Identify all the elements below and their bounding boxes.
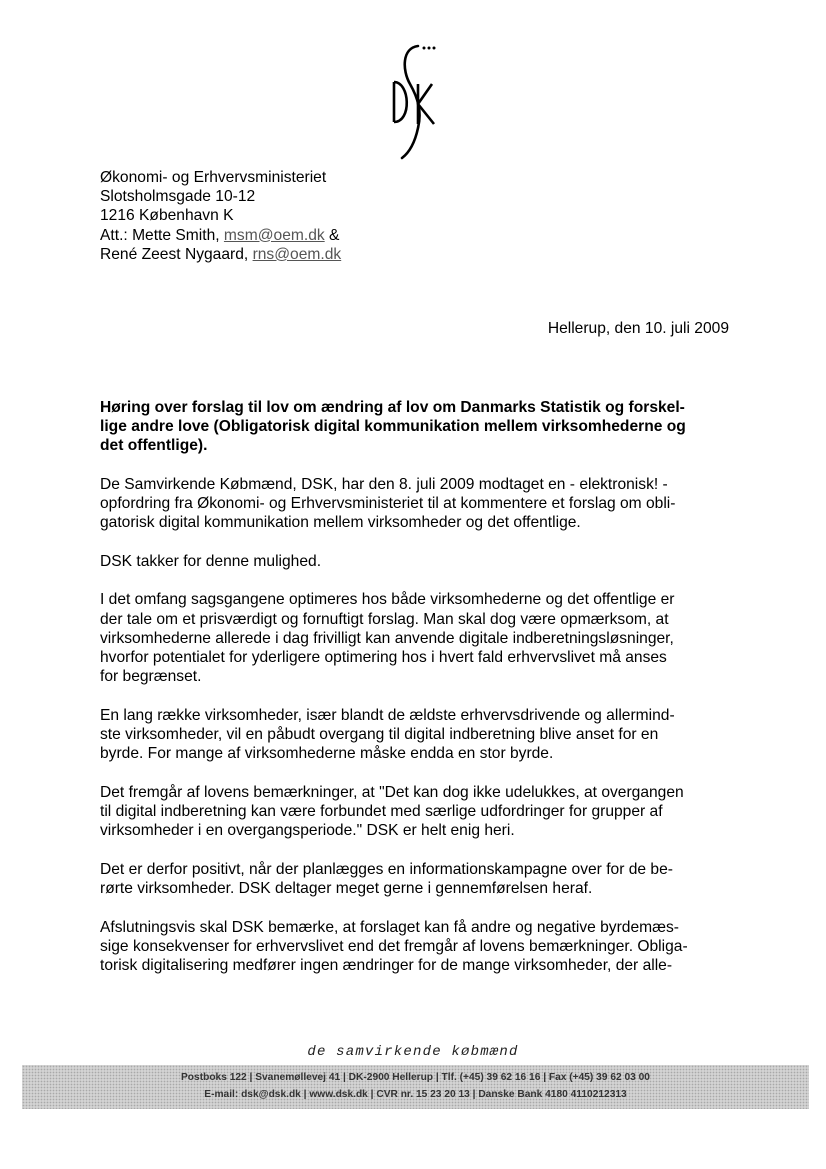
recipient-att-line: [100, 226, 341, 245]
att-label: Att.: Mette Smith,: [100, 226, 224, 244]
text-line: for begrænset.: [100, 668, 202, 686]
text-line: hvorfor potentialet for yderligere optimering hos i hvert fald erhvervslivet må anses: [100, 649, 667, 667]
paragraph-campaign: [100, 860, 730, 898]
recipient-city: 1216 København K: [100, 207, 234, 225]
text-line: sige konsekvenser for erhvervslivet end det fremgår af lovens bemærkninger. Obliga-: [100, 938, 688, 956]
text-line: virksomhederne allerede i dag frivilligt kan anvende digitale indberetningsløsninger,: [100, 629, 674, 647]
text-line: I det omfang sagsgangene optimeres hos både virksomhederne og det offentlige er: [100, 591, 675, 609]
paragraph-intro: [100, 475, 730, 533]
footer-contact-line: E-mail: dsk@dsk.dk | www.dsk.dk | CVR nr. 15 23 20 13 | Danske Bank 4180 4110212313: [204, 1089, 627, 1100]
cc-label: René Zeest Nygaard,: [100, 245, 253, 263]
recipient-cc-line: [100, 245, 341, 264]
letter-body: [100, 398, 730, 995]
text-line: Afslutningsvis skal DSK bemærke, at forslaget kan få andre og negative byrdemæs-: [100, 919, 679, 937]
att-email-link[interactable]: msm@oem.dk: [223, 226, 325, 244]
footer-organization-name: de samvirkende købmænd: [307, 1044, 519, 1060]
text-line: til digital indberetning kan være forbundet med særlige udfordringer for grupper af: [100, 803, 663, 821]
paragraph-conclusion: [100, 918, 730, 976]
att-ampersand: &: [324, 226, 340, 244]
letter-date: Hellerup, den 10. juli 2009: [547, 320, 729, 337]
paragraph-burden: [100, 706, 730, 764]
text-line: virksomheder i en overgangsperiode." DSK er helt enig heri.: [100, 822, 515, 840]
subject-line: lige andre love (Obligatorisk digital kommunikation mellem virksomhederne og: [100, 418, 686, 436]
text-line: Det er derfor positivt, når der planlægges en informationskampagne over for de be-: [100, 861, 673, 879]
text-line: De Samvirkende Købmænd, DSK, har den 8. juli 2009 modtaget en - elektronisk! -: [100, 475, 668, 493]
dsk-logo-icon: [388, 40, 442, 162]
cc-email-link[interactable]: rns@oem.dk: [252, 245, 342, 263]
subject-line: Høring over forslag til lov om ændring af lov om Danmarks Statistik og forskel-: [100, 399, 685, 416]
recipient-address: [100, 168, 341, 264]
text-line: Det fremgår af lovens bemærkninger, at "Det kan dog ikke udelukkes, at overgangen: [100, 784, 684, 802]
recipient-street: Slotsholmsgade 10-12: [100, 188, 256, 206]
footer-address-line: Postboks 122 | Svanemøllevej 41 | DK-2900 Hellerup | Tlf. (+45) 39 62 16 16 | Fax (+45) 39 62 03 00: [181, 1072, 650, 1083]
text-line: ste virksomheder, vil en påbudt overgang til digital indberetning blive anset for en: [100, 726, 659, 744]
text-line: opfordring fra Økonomi- og Erhvervsministeriet til at kommentere et forslag om obli-: [100, 494, 676, 512]
text-line: gatorisk digital kommunikation mellem virksomheder og det offentlige.: [100, 514, 581, 532]
text-line: En lang række virksomheder, især blandt de ældste erhvervsdrivende og allermind-: [100, 706, 675, 724]
paragraph-thanks: [100, 552, 730, 571]
letter-subject: [100, 398, 730, 456]
text-line: byrde. For mange af virksomhederne måske endda en stor byrde.: [100, 745, 554, 763]
paragraph-optimization: [100, 590, 730, 686]
text-line: rørte virksomheder. DSK deltager meget gerne i gennemførelsen heraf.: [100, 880, 593, 898]
text-line: torisk digitalisering medfører ingen ændringer for de mange virksomheder, der alle-: [100, 957, 673, 975]
text-line: der tale om et prisværdigt og fornuftigt forslag. Man skal dog være opmærksom, at: [100, 610, 669, 628]
paragraph-remarks: [100, 783, 730, 841]
subject-line: det offentlige).: [100, 437, 208, 455]
recipient-ministry: Økonomi- og Erhvervsministeriet: [100, 169, 327, 186]
footer-contact-band: [22, 1065, 809, 1109]
text-line: DSK takker for denne mulighed.: [100, 552, 322, 570]
